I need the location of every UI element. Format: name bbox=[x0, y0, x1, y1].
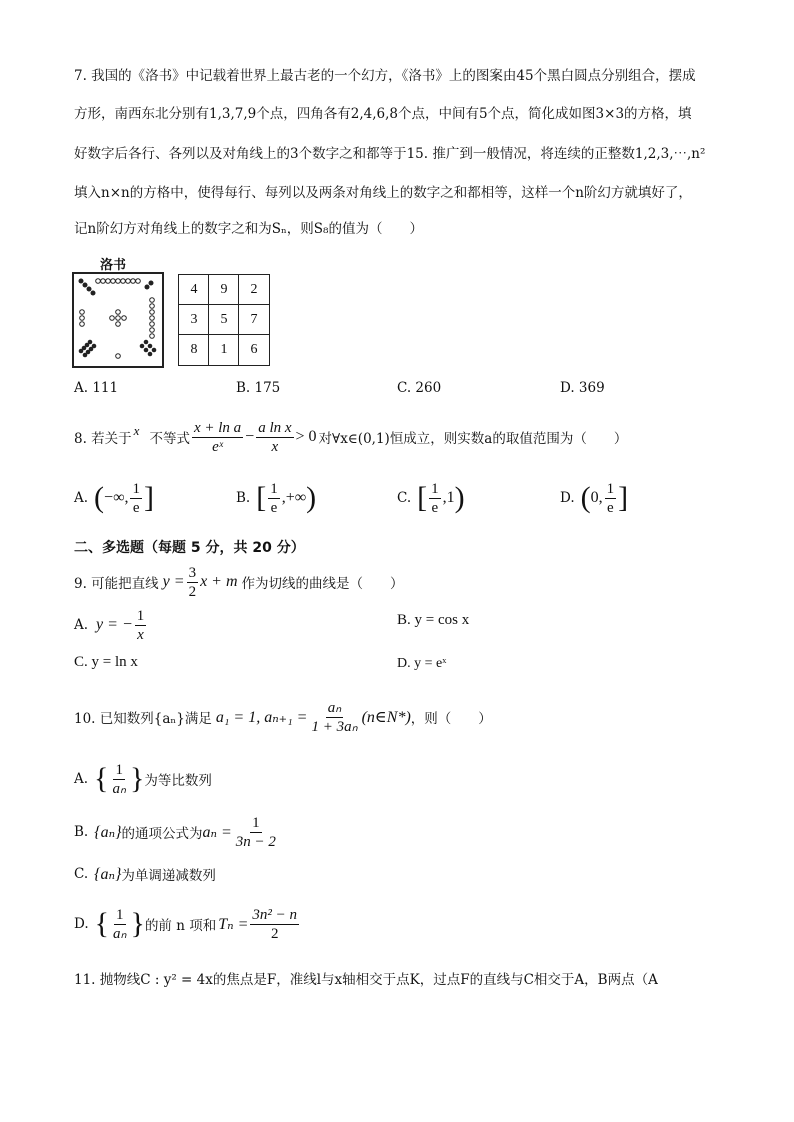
q11-stem: 11. 抛物线C : y² = 4x的焦点是F，准线l与x轴相交于点K，过点F的直线与C相交于A，B两点（A bbox=[74, 972, 658, 988]
grid-cell: 1 bbox=[220, 342, 228, 357]
q8-condition: 对∀x∈(0,1) bbox=[318, 431, 390, 447]
section-heading: 二、多选题（每题 5 分，共 20 分） bbox=[74, 540, 305, 556]
grid-cell: 9 bbox=[220, 282, 228, 297]
q8-minus: − bbox=[245, 428, 255, 445]
q9-option-d[interactable]: D. y = eˣ bbox=[397, 656, 447, 671]
q8-fraction-2: $\frac{\text{a ln x}}{x}$ bbox=[258, 419, 292, 455]
q9-stem: 9. 可能把直线 y = $\frac{3}{2}$ x + m 作为切线的曲线是（ ） bbox=[74, 564, 404, 600]
grid-cell: 5 bbox=[220, 312, 228, 327]
q7-option-a[interactable]: A. 111 bbox=[74, 380, 119, 396]
q7-option-c[interactable]: C. 260 bbox=[397, 380, 442, 396]
grid-cell: 6 bbox=[250, 342, 258, 357]
q9-option-b[interactable]: B. y = cos x bbox=[397, 612, 470, 628]
luoshu-title: 洛书 bbox=[100, 258, 127, 273]
grid-cell: 3 bbox=[190, 312, 198, 327]
magic-square-grid bbox=[178, 274, 270, 366]
grid-cell: 2 bbox=[250, 282, 258, 297]
q7-line-5: 记n阶幻方对角线上的数字之和为Sₙ，则S₈的值为（ ） bbox=[74, 221, 423, 237]
q8-stem bbox=[74, 414, 627, 460]
q7-line-4: 填入n×n的方格中，使得每行、每列以及两条对角线上的数字之和都相等，这样一个n阶幻方就填好了， bbox=[74, 185, 692, 201]
q9-option-a[interactable]: A. y = − $\frac{1}{x}$ bbox=[74, 607, 145, 643]
q7-option-b[interactable]: B. 175 bbox=[236, 380, 281, 396]
q8-option-a[interactable]: A. ( −∞, $\frac{1}{e}$ ] bbox=[74, 480, 154, 516]
q8-option-d[interactable]: D. ( 0, $\frac{1}{e}$ ] bbox=[560, 480, 629, 516]
q8-option-c[interactable]: C. [ $\frac{1}{e}$ ,1 ) bbox=[397, 480, 465, 516]
grid-cell: 7 bbox=[250, 312, 258, 327]
q8-prefix: 8. 若关于 bbox=[74, 431, 132, 447]
q10-option-b[interactable]: B. {aₙ} 的通项公式为 aₙ = $\frac{1}{3n - 2}$ bbox=[74, 814, 276, 850]
q10-stem: 10. 已知数列{aₙ}满足 a₁ = 1, aₙ₊₁ = $\frac{\text{aₙ}}{\text{1 + 3aₙ}}$ (n∈N*) ，则（ ） bbox=[74, 699, 492, 735]
q8-option-b[interactable]: B. [ $\frac{1}{e}$ ,+∞ ) bbox=[236, 480, 317, 516]
q7-line-3: 好数字后各行、各列以及对角线上的3个数字之和都等于15. 推广到一般情况，将连续的正整数1,2,3,⋯,n² bbox=[74, 146, 706, 162]
luoshu-figure bbox=[72, 254, 164, 366]
grid-cell: 4 bbox=[190, 282, 198, 297]
q8-fraction-1: $\frac{\text{x + ln a}}{\text{eˣ}}$ bbox=[193, 419, 242, 455]
q10-option-a[interactable]: A. { $\frac{1}{\text{aₙ}}$ } 为等比数列 bbox=[74, 761, 212, 797]
q9-option-c[interactable]: C. y = ln x bbox=[74, 654, 138, 670]
q7-line-1: 7. 我国的《洛书》中记载着世界上最古老的一个幻方，《洛书》上的图案由45个黑白圆点分别组合，摆成 bbox=[74, 68, 696, 84]
luoshu-dots-icon bbox=[72, 272, 164, 368]
q10-option-d[interactable]: D. { $\frac{1}{\text{aₙ}}$ } 的前 n 项和 Tₙ = $\frac{\text{3n² − n}}{2}$ bbox=[74, 906, 298, 942]
q7-option-d[interactable]: D. 369 bbox=[560, 380, 605, 396]
q7-line-2: 方形，南西东北分别有1,3,7,9个点，四角各有2,4,6,8个点，中间有5个点，简化成如图3×3的方格，填 bbox=[74, 106, 692, 122]
q8-var-x: x bbox=[133, 423, 140, 438]
q10-option-c[interactable]: C. {aₙ} 为单调递减数列 bbox=[74, 866, 216, 884]
q8-suffix: 恒成立，则实数a的取值范围为（ ） bbox=[389, 431, 628, 447]
grid-cell: 8 bbox=[190, 342, 198, 357]
q8-gt: > 0 bbox=[295, 428, 317, 445]
q8-mid: 不等式 bbox=[149, 431, 190, 447]
